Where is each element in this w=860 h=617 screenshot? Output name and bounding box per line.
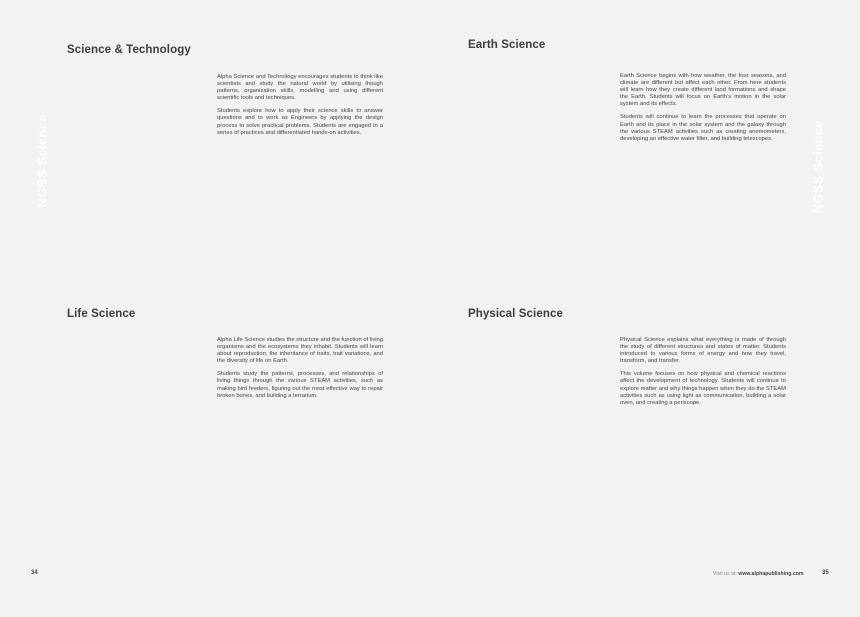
- section-heading-life-science: Life Science: [67, 308, 136, 320]
- paragraph: Students explore how to apply their science skills to answer questions and to work as Engineers by applying the design process to solve practical problems. Students are engaged in a series of practices and differentiated hands-on activities.: [217, 108, 383, 136]
- paragraph: Alpha Life Science studies the structure and the function of living organisms and the ecosystems they inhabit. Students will learn about reproduction, the inheritance of traits, trait variations, and the diversity of life on Earth.: [217, 337, 383, 365]
- section-body-science-technology: [217, 74, 383, 143]
- paragraph: Students will continue to learn the processes that operate on Earth and its place in the solar system and the galaxy through the various STEAM activities such as creating anemometers, developing an effective water filter, and building telescopes.: [620, 114, 786, 142]
- page-number-left: 34: [31, 570, 38, 576]
- side-tab-right: NGSS Science: [810, 120, 826, 214]
- section-body-life-science: [217, 337, 383, 406]
- footer-visit-prefix: Visit us at:: [713, 571, 737, 577]
- page-number-right: 35: [822, 570, 829, 576]
- side-tab-left: NGSS Science: [34, 114, 50, 208]
- section-body-physical-science: [620, 337, 786, 413]
- section-body-earth-science: [620, 73, 786, 149]
- paragraph: Alpha Science and Technology encourages students to think like scientists and study the natural world by utilising though patterns, organization skills, modelling and using different scientific tools and techniques.: [217, 74, 383, 102]
- footer-visit: [713, 571, 804, 577]
- paragraph: This volume focuses on how physical and chemical reactions affect the development of technology. Students will continue to explore matter and why things happen when they do the STEAM activities such as using light as communication, building a solar oven, and creating a periscope.: [620, 371, 786, 406]
- section-heading-science-technology: Science & Technology: [67, 44, 191, 56]
- paragraph: Physical Science explains what everything is made of through the study of different structures and states of matter. Students introduced to various forms of energy and how they travel, transform, and transfer.: [620, 337, 786, 365]
- footer-website-link[interactable]: www.alphapublishing.com: [738, 571, 804, 577]
- paragraph: Earth Science begins with how weather, the four seasons, and climate are different but affect each other. From here students will learn how they create different land formations and shape the Earth. Students will focus on Earth’s motion in the solar system and its effects.: [620, 73, 786, 108]
- section-heading-physical-science: Physical Science: [468, 308, 563, 320]
- paragraph: Students study the patterns, processes, and relationships of living things through the various STEAM activities, such as making bird feeders, figuring out the most effective way to repair broken bones, and building a terrarium.: [217, 371, 383, 399]
- section-heading-earth-science: Earth Science: [468, 39, 546, 51]
